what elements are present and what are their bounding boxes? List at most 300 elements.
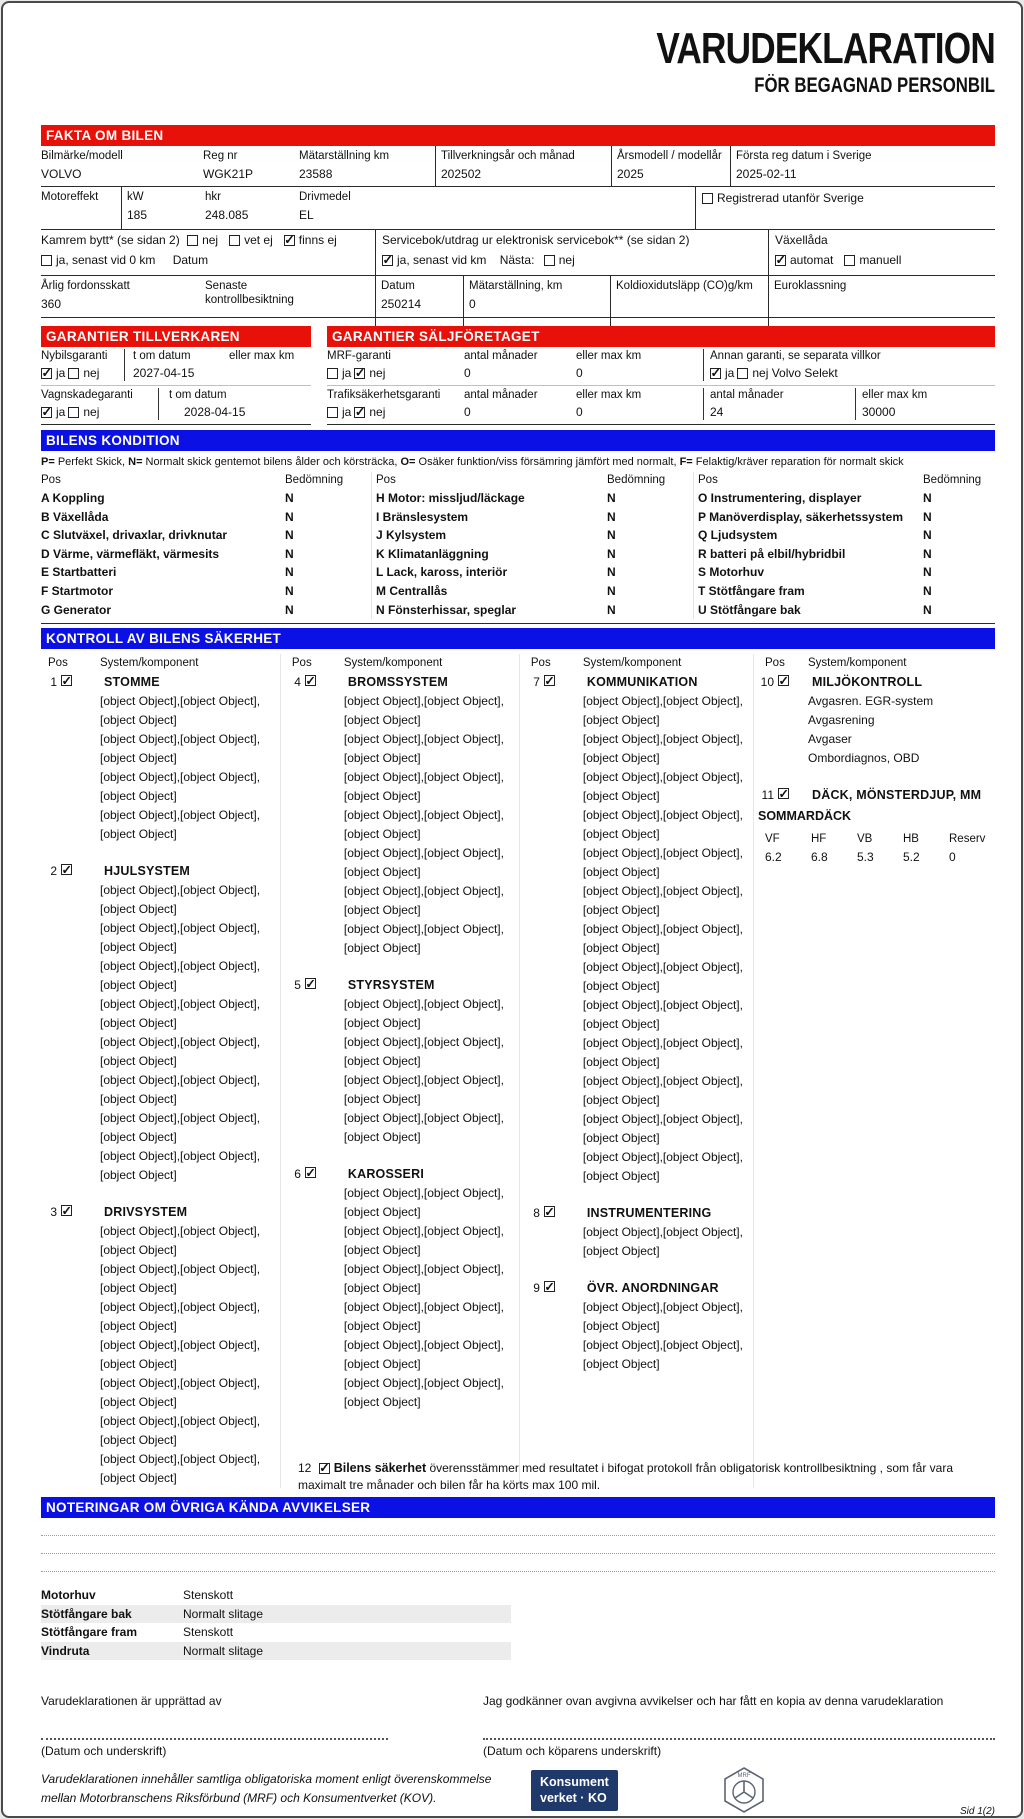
grade-value: N bbox=[285, 528, 294, 543]
kondition-column bbox=[371, 472, 693, 619]
document-title: VARUDEKLARATION bbox=[656, 24, 995, 73]
grade-value: N bbox=[923, 546, 932, 561]
garantier-saljforetaget-box bbox=[327, 326, 995, 425]
fakta-field bbox=[768, 276, 995, 330]
group-checkbox[interactable] bbox=[544, 1206, 555, 1217]
field-label: Reg nr bbox=[203, 150, 238, 162]
safety-item: [object Object],[object Object],[object Object] bbox=[582, 960, 743, 994]
issuer-signature-line[interactable] bbox=[41, 1708, 388, 1740]
svg-text:MRF: MRF bbox=[737, 1773, 751, 1780]
bedomning-header: Bedömning bbox=[923, 474, 982, 486]
field-label: Bilmärke/modell bbox=[41, 150, 123, 162]
group-title: INSTRUMENTERING bbox=[586, 1206, 712, 1221]
kondition-item: K Klimatanläggning N bbox=[376, 545, 679, 564]
section-garantier bbox=[41, 326, 995, 425]
group-title: STYRSYSTEM bbox=[347, 978, 435, 993]
checkbox[interactable] bbox=[844, 255, 855, 266]
tire-measure: Reserv 0 bbox=[949, 833, 986, 865]
note-text: Stenskott bbox=[183, 1588, 234, 1603]
safety-item: [object Object],[object Object],[object Object] bbox=[100, 1073, 261, 1107]
garantier-tillverkaren-box bbox=[41, 326, 311, 425]
kamrem-ja-checkbox[interactable] bbox=[41, 255, 52, 266]
system-header: System/komponent bbox=[100, 657, 199, 670]
mrf-nej-checkbox[interactable] bbox=[354, 368, 365, 379]
safety-item: [object Object],[object Object],[object Object] bbox=[343, 1224, 504, 1258]
kondition-item: B Växellåda N bbox=[41, 508, 357, 527]
section-kondition bbox=[41, 430, 995, 624]
note-ruled-line bbox=[41, 1536, 995, 1554]
system-header: System/komponent bbox=[582, 657, 682, 670]
grade-value: N bbox=[285, 509, 294, 524]
field-value: WGK21P bbox=[203, 167, 254, 181]
fakta-field bbox=[205, 276, 375, 330]
konsumentverket-logo: Konsument verket · KO bbox=[531, 1770, 618, 1811]
annan-nej-checkbox[interactable] bbox=[737, 368, 748, 379]
safety-item: [object Object],[object Object],[object Object] bbox=[100, 1338, 261, 1372]
tire-measure: HF 6.8 bbox=[811, 833, 828, 865]
kondition-item: S Motorhuv N bbox=[698, 563, 995, 582]
field-value: 250214 bbox=[381, 297, 422, 311]
safety-item: [object Object],[object Object],[object Object] bbox=[343, 808, 504, 842]
kondition-column bbox=[693, 472, 995, 619]
kondition-item: G Generator N bbox=[41, 601, 357, 620]
grade-value: N bbox=[607, 528, 616, 543]
group-number: 4 bbox=[294, 675, 301, 690]
kondition-item: J Kylsystem N bbox=[376, 526, 679, 545]
safety-column-4: Pos System/komponent 10 ✓ MILJÖKONTROLL Avgasren. EGR-system Avgasrening Avgaser Ombordiagnos, OBD 11 ✓ DÄCK, MÖNSTERDJUP, MM SOMMARDÄCK VF 6.2 HF 6.8 VB 5.3 HB 5.2 Reserv 0 bbox=[753, 654, 995, 1488]
field-value bbox=[616, 297, 764, 312]
kondition-item: F Startmotor N bbox=[41, 582, 357, 601]
note-part: Stötfångare bak bbox=[41, 1606, 132, 1621]
safety-item: [object Object],[object Object],[object Object] bbox=[582, 922, 743, 956]
note-row bbox=[41, 1605, 511, 1624]
kondition-item: R batteri på elbil/hybridbil N bbox=[698, 545, 995, 564]
kamrem-label: Kamrem bytt* (se sidan 2) bbox=[41, 233, 180, 247]
field-label: Årsmodell / modellår bbox=[617, 150, 722, 162]
safety-item: [object Object],[object Object],[object Object] bbox=[343, 1300, 504, 1334]
grade-value: N bbox=[923, 583, 932, 598]
safety-item: [object Object],[object Object],[object Object] bbox=[343, 1376, 504, 1410]
field-label: Årlig fordonsskatt bbox=[41, 280, 130, 292]
safety-item: [object Object],[object Object],[object Object] bbox=[582, 1112, 743, 1146]
grade-value: N bbox=[923, 491, 932, 505]
issuer-signature-caption: (Datum och underskrift) bbox=[41, 1744, 167, 1759]
section-header-garantier-tillverkaren: GARANTIER TILLVERKAREN bbox=[41, 326, 311, 347]
tire-measure: VF 6.2 bbox=[765, 833, 782, 865]
field-label: Koldioxidutsläpp (CO)g/km bbox=[616, 280, 753, 292]
safety-item: [object Object],[object Object],[object Object] bbox=[343, 732, 504, 766]
section-noteringar bbox=[41, 1497, 995, 1660]
safety-item: [object Object],[object Object],[object Object] bbox=[582, 1225, 743, 1259]
safety-item: [object Object],[object Object],[object Object] bbox=[100, 1262, 261, 1296]
note-row bbox=[41, 1642, 511, 1661]
safety-item: [object Object],[object Object],[object Object] bbox=[343, 770, 504, 804]
annan-ja-checkbox[interactable] bbox=[710, 368, 721, 379]
grade-value: N bbox=[285, 491, 294, 505]
safety-item: [object Object],[object Object],[object Object] bbox=[343, 846, 504, 880]
drivmedel-cell: Drivmedel EL bbox=[299, 191, 351, 222]
registrerad-utanfor-sverige-checkbox[interactable] bbox=[702, 193, 713, 204]
vaxellada-cell bbox=[768, 230, 995, 275]
checkbox[interactable] bbox=[187, 235, 198, 246]
group-title: KAROSSERI bbox=[347, 1167, 424, 1182]
field-value: 202502 bbox=[441, 167, 482, 181]
note-ruled-line bbox=[41, 1518, 995, 1536]
bedomning-header: Bedömning bbox=[607, 474, 666, 486]
fakta-row2 bbox=[41, 187, 995, 230]
grade-value: N bbox=[923, 565, 932, 580]
kondition-item: N Fönsterhissar, speglar N bbox=[376, 601, 679, 620]
fakta-row1 bbox=[41, 146, 995, 187]
grade-value: N bbox=[607, 565, 616, 580]
safety-item: [object Object],[object Object],[object Object] bbox=[343, 997, 504, 1031]
safety-item: [object Object],[object Object],[object Object] bbox=[100, 694, 261, 728]
vaxellada-options bbox=[775, 253, 912, 267]
safety-item: [object Object],[object Object],[object Object] bbox=[343, 1262, 504, 1296]
field-value: 0 bbox=[469, 297, 476, 311]
kamrem-cell bbox=[41, 230, 375, 275]
note-part: Motorhuv bbox=[41, 1588, 96, 1603]
note-row bbox=[41, 1586, 511, 1605]
pos-header: Pos bbox=[291, 657, 312, 670]
group-number: 9 bbox=[533, 1281, 540, 1296]
safety-statement: 12 ✓ Bilens säkerhet överensstämmer med resultatet i bifogat protokoll från obligatorisk kontrollbesiktning , som får vara maximalt tre månader och bilen får ha körts max 100 mil. bbox=[298, 1460, 995, 1493]
nybil-ja-checkbox[interactable] bbox=[41, 368, 52, 379]
group-checkbox[interactable] bbox=[61, 1205, 72, 1216]
dack-block: 11 ✓ DÄCK, MÖNSTERDJUP, MM SOMMARDÄCK VF 6.2 HF 6.8 VB 5.3 HB 5.2 Reserv 0 bbox=[758, 786, 995, 866]
section-header-fakta: FAKTA OM BILEN bbox=[41, 125, 995, 146]
group-title: HJULSYSTEM bbox=[104, 864, 191, 879]
safety-column bbox=[41, 654, 280, 1488]
safety-item: [object Object],[object Object],[object Object] bbox=[343, 1186, 504, 1220]
safety-item: [object Object],[object Object],[object Object] bbox=[343, 1035, 504, 1069]
kondition-item: T Stötfångare fram N bbox=[698, 582, 995, 601]
pos-header: Pos bbox=[376, 474, 396, 486]
group-title: DRIVSYSTEM bbox=[104, 1205, 188, 1220]
safety-item: [object Object],[object Object],[object Object] bbox=[343, 1111, 504, 1145]
bedomning-header: Bedömning bbox=[285, 474, 344, 486]
field-value: 2025 bbox=[617, 167, 644, 181]
safety-column bbox=[280, 654, 519, 1488]
buyer-signature-line[interactable] bbox=[483, 1708, 995, 1740]
registrerad-label: Registrerad utanför Sverige bbox=[717, 191, 864, 205]
safety-item: [object Object],[object Object],[object Object] bbox=[582, 1338, 743, 1372]
group-checkbox[interactable] bbox=[305, 675, 316, 686]
grade-value: N bbox=[607, 509, 616, 524]
safety-item: [object Object],[object Object],[object Object] bbox=[100, 1452, 261, 1486]
group-number: 3 bbox=[50, 1205, 57, 1220]
kondition-item: H Motor: missljud/läckage N bbox=[376, 489, 679, 508]
nybil-nej-checkbox[interactable] bbox=[68, 368, 79, 379]
vaxellada-option: ✓automat bbox=[775, 253, 833, 267]
hkr-cell: hkr 248.085 bbox=[205, 191, 249, 222]
fakta-field bbox=[299, 146, 435, 186]
vagnskade-nej-checkbox[interactable] bbox=[68, 407, 79, 418]
safety-item: [object Object],[object Object],[object Object] bbox=[582, 846, 743, 880]
safety-item: Avgasrening bbox=[808, 713, 875, 728]
safety-item: [object Object],[object Object],[object Object] bbox=[582, 694, 743, 728]
group-checkbox[interactable] bbox=[305, 1167, 316, 1178]
fakta-row3 bbox=[41, 230, 995, 276]
safety-item: [object Object],[object Object],[object Object] bbox=[582, 732, 743, 766]
field-label: Euroklassning bbox=[774, 280, 847, 292]
safety-item: [object Object],[object Object],[object Object] bbox=[100, 770, 261, 804]
fakta-field bbox=[730, 146, 995, 186]
kamrem-line2: ja, senast vid 0 km Datum bbox=[41, 253, 371, 267]
note-part: Vindruta bbox=[41, 1643, 90, 1658]
kamrem-options bbox=[187, 233, 348, 247]
nybilsgaranti-row: Nybilsgaranti ✓ja nej t om datum 2027-04-15 eller max km bbox=[41, 347, 311, 386]
safety-item: Avgasren. EGR-system bbox=[808, 694, 934, 709]
note-text: Normalt slitage bbox=[183, 1606, 264, 1621]
annan-garanti-namn: Volvo Selekt bbox=[771, 366, 838, 380]
section-header-noteringar: NOTERINGAR OM ÖVRIGA KÄNDA AVVIKELSER bbox=[41, 1497, 995, 1518]
group-title: KOMMUNIKATION bbox=[586, 675, 698, 690]
field-label: Mätarställning, km bbox=[469, 280, 563, 292]
kamrem-datum-label: Datum bbox=[172, 253, 209, 267]
vagnskadegaranti-row: Vagnskadegaranti ✓ja nej t om datum 2028-04-15 bbox=[41, 386, 311, 424]
dack-subtitle: SOMMARDÄCK bbox=[758, 809, 852, 824]
kondition-column bbox=[41, 472, 371, 619]
group-title: BROMSSYSTEM bbox=[347, 675, 448, 690]
safety-item: [object Object],[object Object],[object Object] bbox=[582, 1150, 743, 1184]
field-value: 360 bbox=[41, 297, 62, 311]
kondition-item: Q Ljudsystem N bbox=[698, 526, 995, 545]
group-number: 2 bbox=[50, 864, 57, 879]
safety-group bbox=[41, 673, 280, 844]
kondition-item: D Värme, värmefläkt, värmesits N bbox=[41, 545, 357, 564]
section-header-garantier-saljforetaget: GARANTIER SÄLJFÖRETAGET bbox=[327, 326, 995, 347]
kamrem-option: nej bbox=[187, 233, 218, 247]
group-checkbox[interactable] bbox=[61, 864, 72, 875]
vagnskade-ja-checkbox[interactable] bbox=[41, 407, 52, 418]
safety-column bbox=[519, 654, 753, 1488]
title-block bbox=[41, 24, 995, 117]
disclaimer-text: Varudeklarationen innehåller samtliga obligatoriska moment enligt överenskommelse mellan Motorbranschens Riksförbund (MRF) och Konsumentverket (KOV). bbox=[41, 1772, 492, 1806]
kondition-item: E Startbatteri N bbox=[41, 563, 357, 582]
safety-group bbox=[524, 1204, 753, 1261]
mrf-ja-checkbox[interactable] bbox=[327, 368, 338, 379]
nasta-label: Nästa: bbox=[499, 253, 535, 267]
grade-value: N bbox=[285, 583, 294, 598]
tire-measure: HB 5.2 bbox=[903, 833, 920, 865]
servicebok-cell bbox=[375, 230, 768, 275]
pos-header: Pos bbox=[698, 474, 718, 486]
motoreffekt-cell: Motoreffekt bbox=[41, 191, 99, 203]
fakta-field bbox=[375, 276, 463, 330]
buyer-approval-label: Jag godkänner ovan avgivna avvikelser och har fått en kopia av denna varudeklaration bbox=[483, 1694, 944, 1709]
safety-item: [object Object],[object Object],[object Object] bbox=[582, 1074, 743, 1108]
grade-value: N bbox=[285, 602, 294, 617]
checkbox[interactable] bbox=[284, 235, 295, 246]
kondition-item: I Bränslesystem N bbox=[376, 508, 679, 527]
kondition-item: L Lack, kaross, interiör N bbox=[376, 563, 679, 582]
grade-value: N bbox=[923, 509, 932, 524]
field-value: 23588 bbox=[299, 167, 333, 181]
group-number: 5 bbox=[294, 978, 301, 993]
grade-value: N bbox=[285, 565, 294, 580]
kondition-item: A Koppling N bbox=[41, 489, 357, 508]
safety-item: [object Object],[object Object],[object Object] bbox=[343, 1338, 504, 1372]
note-ruled-line bbox=[41, 1554, 995, 1572]
dack-checkbox[interactable] bbox=[778, 788, 789, 799]
safety-group bbox=[41, 862, 280, 1185]
safety-item: [object Object],[object Object],[object Object] bbox=[100, 997, 261, 1031]
safety-item: [object Object],[object Object],[object Object] bbox=[100, 1149, 261, 1183]
note-part: Stötfångare fram bbox=[41, 1625, 138, 1640]
grade-value: N bbox=[607, 491, 616, 505]
trafik-ja-checkbox[interactable] bbox=[327, 407, 338, 418]
field-label: Mätarställning km bbox=[299, 150, 390, 162]
footer bbox=[41, 1694, 995, 1819]
group-number: 8 bbox=[533, 1206, 540, 1221]
group-checkbox[interactable] bbox=[61, 675, 72, 686]
trafik-nej-checkbox[interactable] bbox=[354, 407, 365, 418]
grade-value: N bbox=[607, 546, 616, 561]
safety-group bbox=[285, 673, 519, 958]
safety-item: [object Object],[object Object],[object Object] bbox=[100, 1111, 261, 1145]
field-label: Tillverkningsår och månad bbox=[441, 150, 575, 162]
fakta-field bbox=[41, 276, 205, 330]
issuer-label: Varudeklarationen är upprättad av bbox=[41, 1694, 222, 1709]
safety-item: [object Object],[object Object],[object Object] bbox=[343, 922, 504, 956]
note-row bbox=[41, 1623, 511, 1642]
safety-item: [object Object],[object Object],[object Object] bbox=[343, 884, 504, 918]
safety-item: [object Object],[object Object],[object Object] bbox=[582, 770, 743, 804]
tire-measure: VB 5.3 bbox=[857, 833, 874, 865]
field-value bbox=[774, 297, 991, 312]
safety-item: [object Object],[object Object],[object Object] bbox=[343, 694, 504, 728]
servicebok-line2: ✓ja, senast vid km Nästa: nej bbox=[382, 253, 764, 267]
sakerhet-columns bbox=[41, 654, 995, 1488]
mrf-garanti-row: MRF-garanti ja ✓ nej antal månader 0 eller max km 0 Annan garanti, se separata villkor ✓ja nej Volvo Selekt bbox=[327, 347, 995, 386]
grade-value: N bbox=[285, 546, 294, 561]
field-label: Första reg datum i Sverige bbox=[736, 150, 872, 162]
kondition-item: M Centrallås N bbox=[376, 582, 679, 601]
group-title: STOMME bbox=[104, 675, 160, 690]
servicebok-nej-checkbox[interactable] bbox=[544, 255, 555, 266]
registrerad-cell bbox=[695, 187, 995, 229]
safety-item: [object Object],[object Object],[object Object] bbox=[100, 1414, 261, 1448]
safety-item: [object Object],[object Object],[object Object] bbox=[582, 998, 743, 1032]
pos-header: Pos bbox=[530, 657, 551, 670]
safety-group bbox=[285, 1165, 519, 1412]
field-value: 2025-02-11 bbox=[736, 167, 797, 181]
safety-item: [object Object],[object Object],[object Object] bbox=[100, 883, 261, 917]
servicebok-ja-checkbox[interactable] bbox=[382, 255, 393, 266]
section-header-sakerhet: KONTROLL AV BILENS SÄKERHET bbox=[41, 628, 995, 649]
safety-item: [object Object],[object Object],[object Object] bbox=[582, 808, 743, 842]
group-number: 6 bbox=[294, 1167, 301, 1182]
kondition-item: C Slutväxel, drivaxlar, drivknutar N bbox=[41, 526, 357, 545]
field-value bbox=[205, 311, 371, 326]
safety-item: [object Object],[object Object],[object Object] bbox=[582, 1300, 743, 1334]
safety-item: Ombordiagnos, OBD bbox=[808, 751, 920, 766]
safety-item: [object Object],[object Object],[object Object] bbox=[582, 1036, 743, 1070]
section-sakerhet bbox=[41, 628, 995, 1493]
grade-value: N bbox=[607, 602, 616, 617]
grade-value: N bbox=[923, 528, 932, 543]
group-checkbox[interactable] bbox=[305, 978, 316, 989]
kondition-item: P Manöverdisplay, säkerhetssystem N bbox=[698, 508, 995, 527]
safety-item: [object Object],[object Object],[object Object] bbox=[100, 921, 261, 955]
kondition-legend: P= Perfekt Skick, N= Normalt skick gentemot bilens ålder och körsträcka, O= Osäker funktion/viss försämring jämfört med normalt, F= Felaktig/kräver reparation för normalt skick bbox=[41, 456, 904, 468]
safety-group-miljokontroll: 10 ✓ MILJÖKONTROLL Avgasren. EGR-system Avgasrening Avgaser Ombordiagnos, OBD bbox=[758, 673, 995, 768]
safety-group bbox=[41, 1203, 280, 1488]
note-text: Normalt slitage bbox=[183, 1643, 264, 1658]
fakta-field bbox=[435, 146, 611, 186]
statement-checkbox[interactable] bbox=[319, 1463, 330, 1474]
buyer-signature-caption: (Datum och köparens underskrift) bbox=[483, 1744, 662, 1759]
kamrem-option: vet ej bbox=[229, 233, 273, 247]
kondition-item: U Stötfångare bak N bbox=[698, 601, 995, 620]
safety-group bbox=[524, 673, 753, 1186]
safety-item: [object Object],[object Object],[object Object] bbox=[100, 1300, 261, 1334]
safety-item: [object Object],[object Object],[object Object] bbox=[100, 1376, 261, 1410]
group-checkbox[interactable] bbox=[544, 675, 555, 686]
trafiksakerhetsgaranti-row: Trafiksäkerhetsgaranti ja ✓ nej antal månader 0 eller max km 0 antal månader 24 eller max km 30000 bbox=[327, 386, 995, 424]
note-text: Stenskott bbox=[183, 1625, 234, 1640]
mrf-logo bbox=[722, 1766, 766, 1819]
document-page bbox=[1, 1, 1023, 1818]
fakta-field bbox=[41, 146, 203, 186]
servicebok-label: Servicebok/utdrag ur elektronisk servicebok** (se sidan 2) bbox=[382, 233, 690, 247]
system-header: System/komponent bbox=[343, 657, 443, 670]
notes-table bbox=[41, 1586, 511, 1660]
group-checkbox[interactable] bbox=[544, 1281, 555, 1292]
pos-header: Pos bbox=[41, 474, 61, 486]
group-title: ÖVR. ANORDNINGAR bbox=[586, 1281, 719, 1296]
document-subtitle: FÖR BEGAGNAD PERSONBIL bbox=[754, 74, 995, 97]
kw-cell: kW 185 bbox=[121, 187, 205, 229]
pos-header: Pos bbox=[48, 657, 68, 670]
grade-value: N bbox=[923, 602, 932, 617]
fakta-field bbox=[611, 146, 730, 186]
safety-item: Avgaser bbox=[808, 732, 852, 747]
field-value: VOLVO bbox=[41, 167, 82, 181]
fakta-field bbox=[203, 146, 299, 186]
vaxellada-label: Växellåda bbox=[775, 233, 828, 247]
safety-item: [object Object],[object Object],[object Object] bbox=[100, 959, 261, 993]
grade-value: N bbox=[607, 583, 616, 598]
fakta-field bbox=[463, 276, 610, 330]
fakta-row4 bbox=[41, 276, 995, 318]
safety-item: [object Object],[object Object],[object Object] bbox=[100, 808, 261, 842]
field-label: Senaste kontrollbesiktning bbox=[205, 280, 294, 306]
safety-item: [object Object],[object Object],[object Object] bbox=[343, 1073, 504, 1107]
kamrem-option: ✓ finns ej bbox=[284, 233, 337, 247]
safety-item: [object Object],[object Object],[object Object] bbox=[582, 884, 743, 918]
page-number: Sid 1(2) bbox=[959, 1806, 995, 1818]
safety-item: [object Object],[object Object],[object Object] bbox=[100, 1224, 261, 1258]
safety-item: [object Object],[object Object],[object Object] bbox=[100, 732, 261, 766]
group-checkbox[interactable] bbox=[778, 675, 789, 686]
checkbox[interactable] bbox=[775, 255, 786, 266]
kondition-columns bbox=[41, 472, 995, 624]
tire-table bbox=[758, 831, 995, 866]
fakta-field bbox=[610, 276, 768, 330]
section-fakta bbox=[41, 125, 995, 318]
section-header-kondition: BILENS KONDITION bbox=[41, 430, 995, 451]
checkbox[interactable] bbox=[229, 235, 240, 246]
safety-item: [object Object],[object Object],[object Object] bbox=[100, 1035, 261, 1069]
kondition-item: O Instrumentering, displayer N bbox=[698, 489, 995, 508]
field-label: Datum bbox=[381, 280, 415, 292]
group-number: 1 bbox=[50, 675, 57, 690]
safety-group bbox=[285, 976, 519, 1147]
vaxellada-option: manuell bbox=[844, 253, 901, 267]
group-number: 7 bbox=[533, 675, 540, 690]
